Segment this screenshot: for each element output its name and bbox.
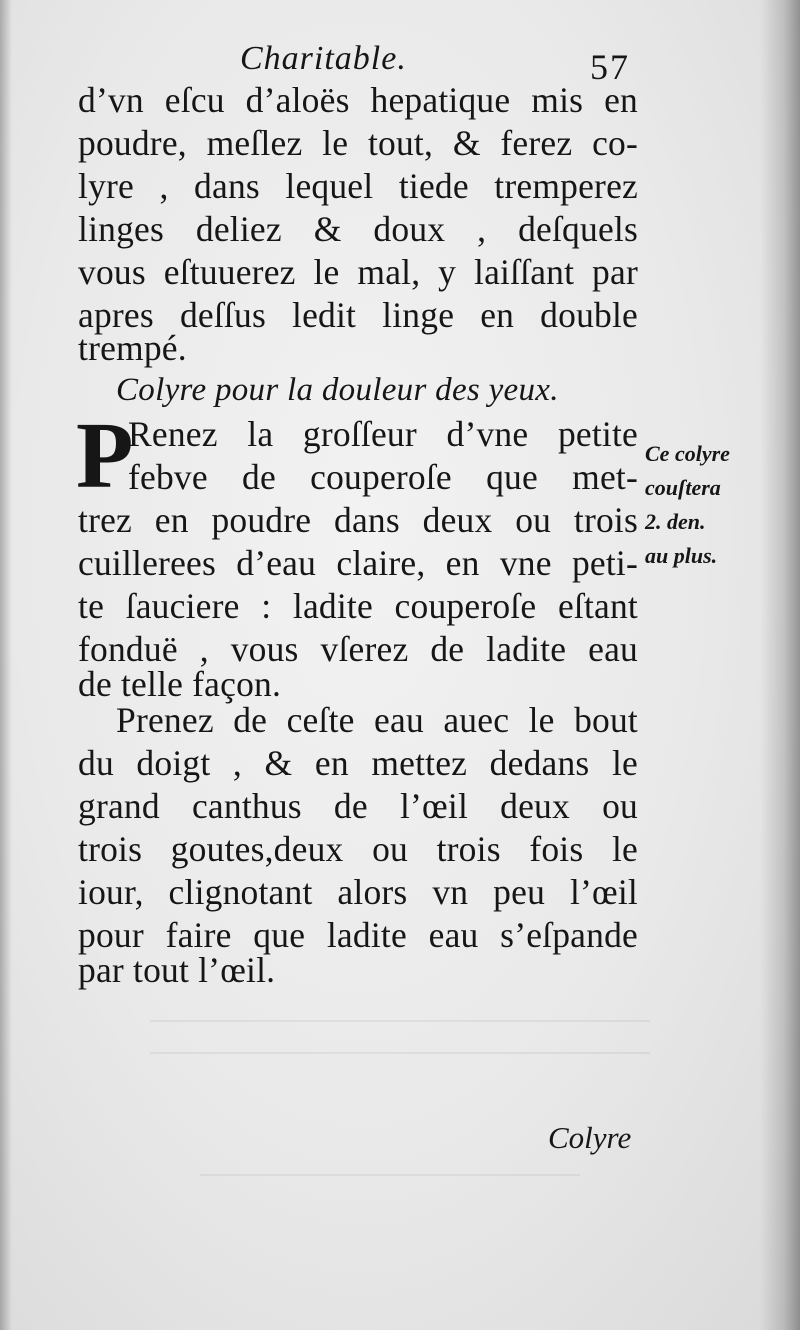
show-through-mark — [200, 1150, 580, 1176]
page-gutter-shadow — [0, 0, 12, 1330]
text-line: de telle façon. — [78, 664, 282, 704]
section-heading: Colyre pour la douleur des yeux. — [116, 372, 559, 408]
text-line: Renez la groſſeur d’vne petite — [128, 414, 638, 454]
margin-note-line: Ce colyre — [645, 441, 730, 466]
text-line: linges deliez & doux , deſquels — [78, 209, 638, 249]
text-line: iour, clignotant alors vn peu l’œil — [78, 872, 638, 912]
text-line: fonduë , vous vſerez de ladite eau — [78, 629, 638, 669]
margin-note-line: 2. den. — [645, 509, 706, 534]
text-line: febve de couperoſe que met- — [128, 457, 638, 497]
text-line: poudre, meſlez le tout, & ferez co- — [78, 123, 638, 163]
text-line: cuillerees d’eau claire, en vne peti- — [78, 543, 638, 583]
page-edge-shadow — [760, 0, 800, 1330]
text-line: Prenez de ceſte eau auec le bout — [116, 700, 638, 740]
page-number: 57 — [590, 47, 630, 87]
text-line: du doigt , & en mettez dedans le — [78, 743, 638, 783]
show-through-mark — [150, 1020, 650, 1054]
text-line: apres deſſus ledit linge en double — [78, 295, 638, 335]
page-header — [0, 36, 800, 87]
text-line: vous eſtuuerez le mal, y laiſſant par — [78, 252, 638, 292]
text-line: trez en poudre dans deux ou trois — [78, 500, 638, 540]
catchword: Colyre — [548, 1120, 632, 1155]
text-line: trempé. — [78, 328, 187, 368]
text-line: pour faire que ladite eau s’eſpande — [78, 915, 638, 955]
text-line: d’vn eſcu d’aloës hepatique mis en — [78, 80, 638, 120]
running-title: Charitable. — [240, 40, 407, 77]
text-line: par tout l’œil. — [78, 950, 276, 990]
text-line: trois goutes,deux ou trois fois le — [78, 829, 638, 869]
text-line: grand canthus de l’œil deux ou — [78, 786, 638, 826]
margin-note-line: couſtera — [645, 475, 721, 500]
margin-note-line: au plus. — [645, 543, 718, 568]
text-line: lyre , dans lequel tiede tremperez — [78, 166, 638, 206]
drop-cap-initial: P — [76, 404, 134, 508]
text-line: te ſauciere : ladite couperoſe eſtant — [78, 586, 638, 626]
